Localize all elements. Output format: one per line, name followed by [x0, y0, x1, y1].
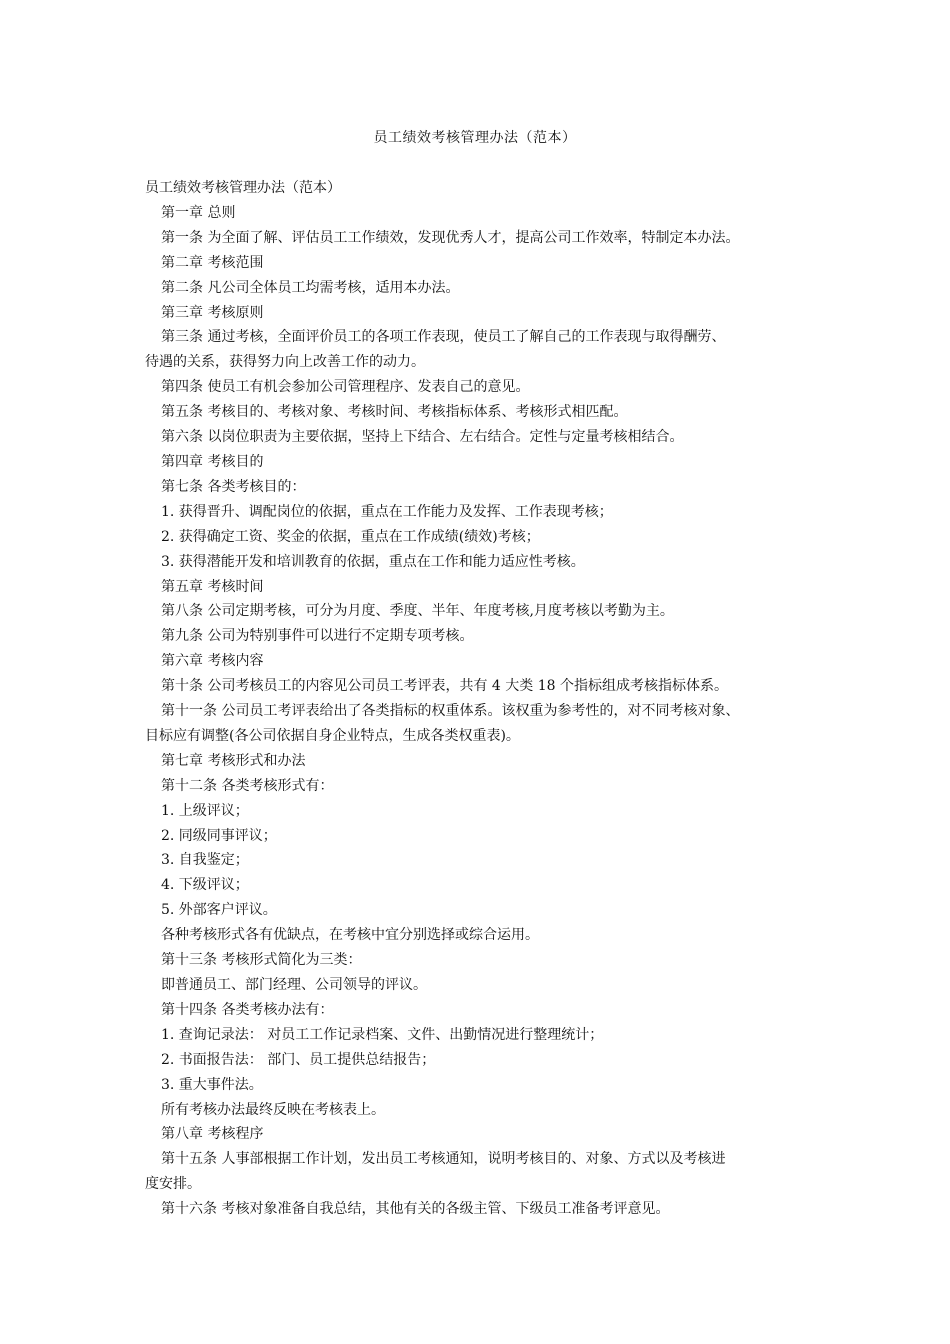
- paragraph-line: 第十三条 考核形式简化为三类：: [161, 952, 362, 969]
- paragraph-line: 1. 上级评议；: [161, 802, 249, 819]
- paragraph-line: 2. 书面报告法： 部门、员工提供总结报告；: [161, 1051, 436, 1068]
- paragraph-line: 第十条 公司考核员工的内容见公司员工考评表，共有 4 大类 18 个指标组成考核指标体系。: [161, 678, 728, 695]
- paragraph-line: 各种考核形式各有优缺点，在考核中宜分别选择或综合运用。: [161, 927, 539, 944]
- paragraph-line: 所有考核办法最终反映在考核表上。: [161, 1101, 385, 1118]
- paragraph-line: 5. 外部客户评议。: [161, 902, 277, 919]
- paragraph-line: 第四章 考核目的: [161, 453, 264, 470]
- paragraph-line: 第八条 公司定期考核，可分为月度、季度、半年、年度考核,月度考核以考勤为主。: [161, 603, 674, 620]
- paragraph-line: 第五条 考核目的、考核对象、考核时间、考核指标体系、考核形式相匹配。: [161, 404, 628, 421]
- paragraph-line: 待遇的关系，获得努力向上改善工作的动力。: [145, 354, 425, 371]
- paragraph-line: 第十五条 人事部根据工作计划，发出员工考核通知，说明考核目的、对象、方式以及考核进: [161, 1151, 726, 1168]
- paragraph-line: 即普通员工、部门经理、公司领导的评议。: [161, 977, 427, 993]
- paragraph-line: 第四条 使员工有机会参加公司管理程序、发表自己的意见。: [161, 379, 530, 396]
- paragraph-line: 第十四条 各类考核办法有：: [161, 1001, 334, 1018]
- paragraph-line: 目标应有调整(各公司依据自身企业特点，生成各类权重表)。: [145, 727, 520, 744]
- paragraph-line: 第六条 以岗位职责为主要依据，坚持上下结合、左右结合。定性与定量考核相结合。: [161, 429, 684, 446]
- paragraph-line: 2. 同级同事评议；: [161, 827, 277, 844]
- paragraph-line: 第一条 为全面了解、评估员工工作绩效，发现优秀人才，提高公司工作效率，特制定本办法。: [161, 229, 740, 246]
- paragraph-line: 第七章 考核形式和办法: [161, 752, 306, 769]
- paragraph-line: 第十六条 考核对象准备自我总结，其他有关的各级主管、下级员工准备考评意见。: [161, 1201, 670, 1218]
- paragraph-line: 第六章 考核内容: [161, 653, 264, 670]
- paragraph-line: 3. 获得潜能开发和培训教育的依据，重点在工作和能力适应性考核。: [161, 553, 585, 570]
- paragraph-line: 4. 下级评议；: [161, 877, 249, 894]
- document-title: 员工绩效考核管理办法（范本）: [373, 130, 577, 146]
- paragraph-line: 第三章 考核原则: [161, 304, 264, 321]
- document-body: [145, 176, 825, 1222]
- paragraph-line: 3. 重大事件法。: [161, 1076, 263, 1093]
- paragraph-line: 第八章 考核程序: [161, 1126, 264, 1143]
- document-heading: 员工绩效考核管理办法（范本）: [145, 180, 341, 196]
- paragraph-line: 第七条 各类考核目的：: [161, 478, 306, 495]
- paragraph-line: 第二章 考核范围: [161, 254, 264, 271]
- paragraph-line: 第十一条 公司员工考评表给出了各类指标的权重体系。该权重为参考性的，对不同考核对象、: [161, 703, 740, 720]
- paragraph-line: 第三条 通过考核，全面评价员工的各项工作表现，使员工了解自己的工作表现与取得酬劳、: [161, 329, 726, 346]
- paragraph-line: 度安排。: [145, 1176, 201, 1193]
- paragraph-line: 第五章 考核时间: [161, 578, 264, 595]
- paragraph-line: 1. 查询记录法： 对员工工作记录档案、文件、出勤情况进行整理统计；: [161, 1026, 604, 1043]
- paragraph-line: 第二条 凡公司全体员工均需考核，适用本办法。: [161, 279, 460, 296]
- paragraph-line: 第十二条 各类考核形式有：: [161, 777, 334, 794]
- paragraph-line: 1. 获得晋升、调配岗位的依据，重点在工作能力及发挥、工作表现考核；: [161, 503, 613, 520]
- paragraph-line: 3. 自我鉴定；: [161, 852, 249, 869]
- paragraph-line: 第一章 总则: [161, 204, 236, 221]
- paragraph-line: 2. 获得确定工资、奖金的依据，重点在工作成绩(绩效)考核；: [161, 528, 540, 545]
- paragraph-line: 第九条 公司为特别事件可以进行不定期专项考核。: [161, 628, 474, 645]
